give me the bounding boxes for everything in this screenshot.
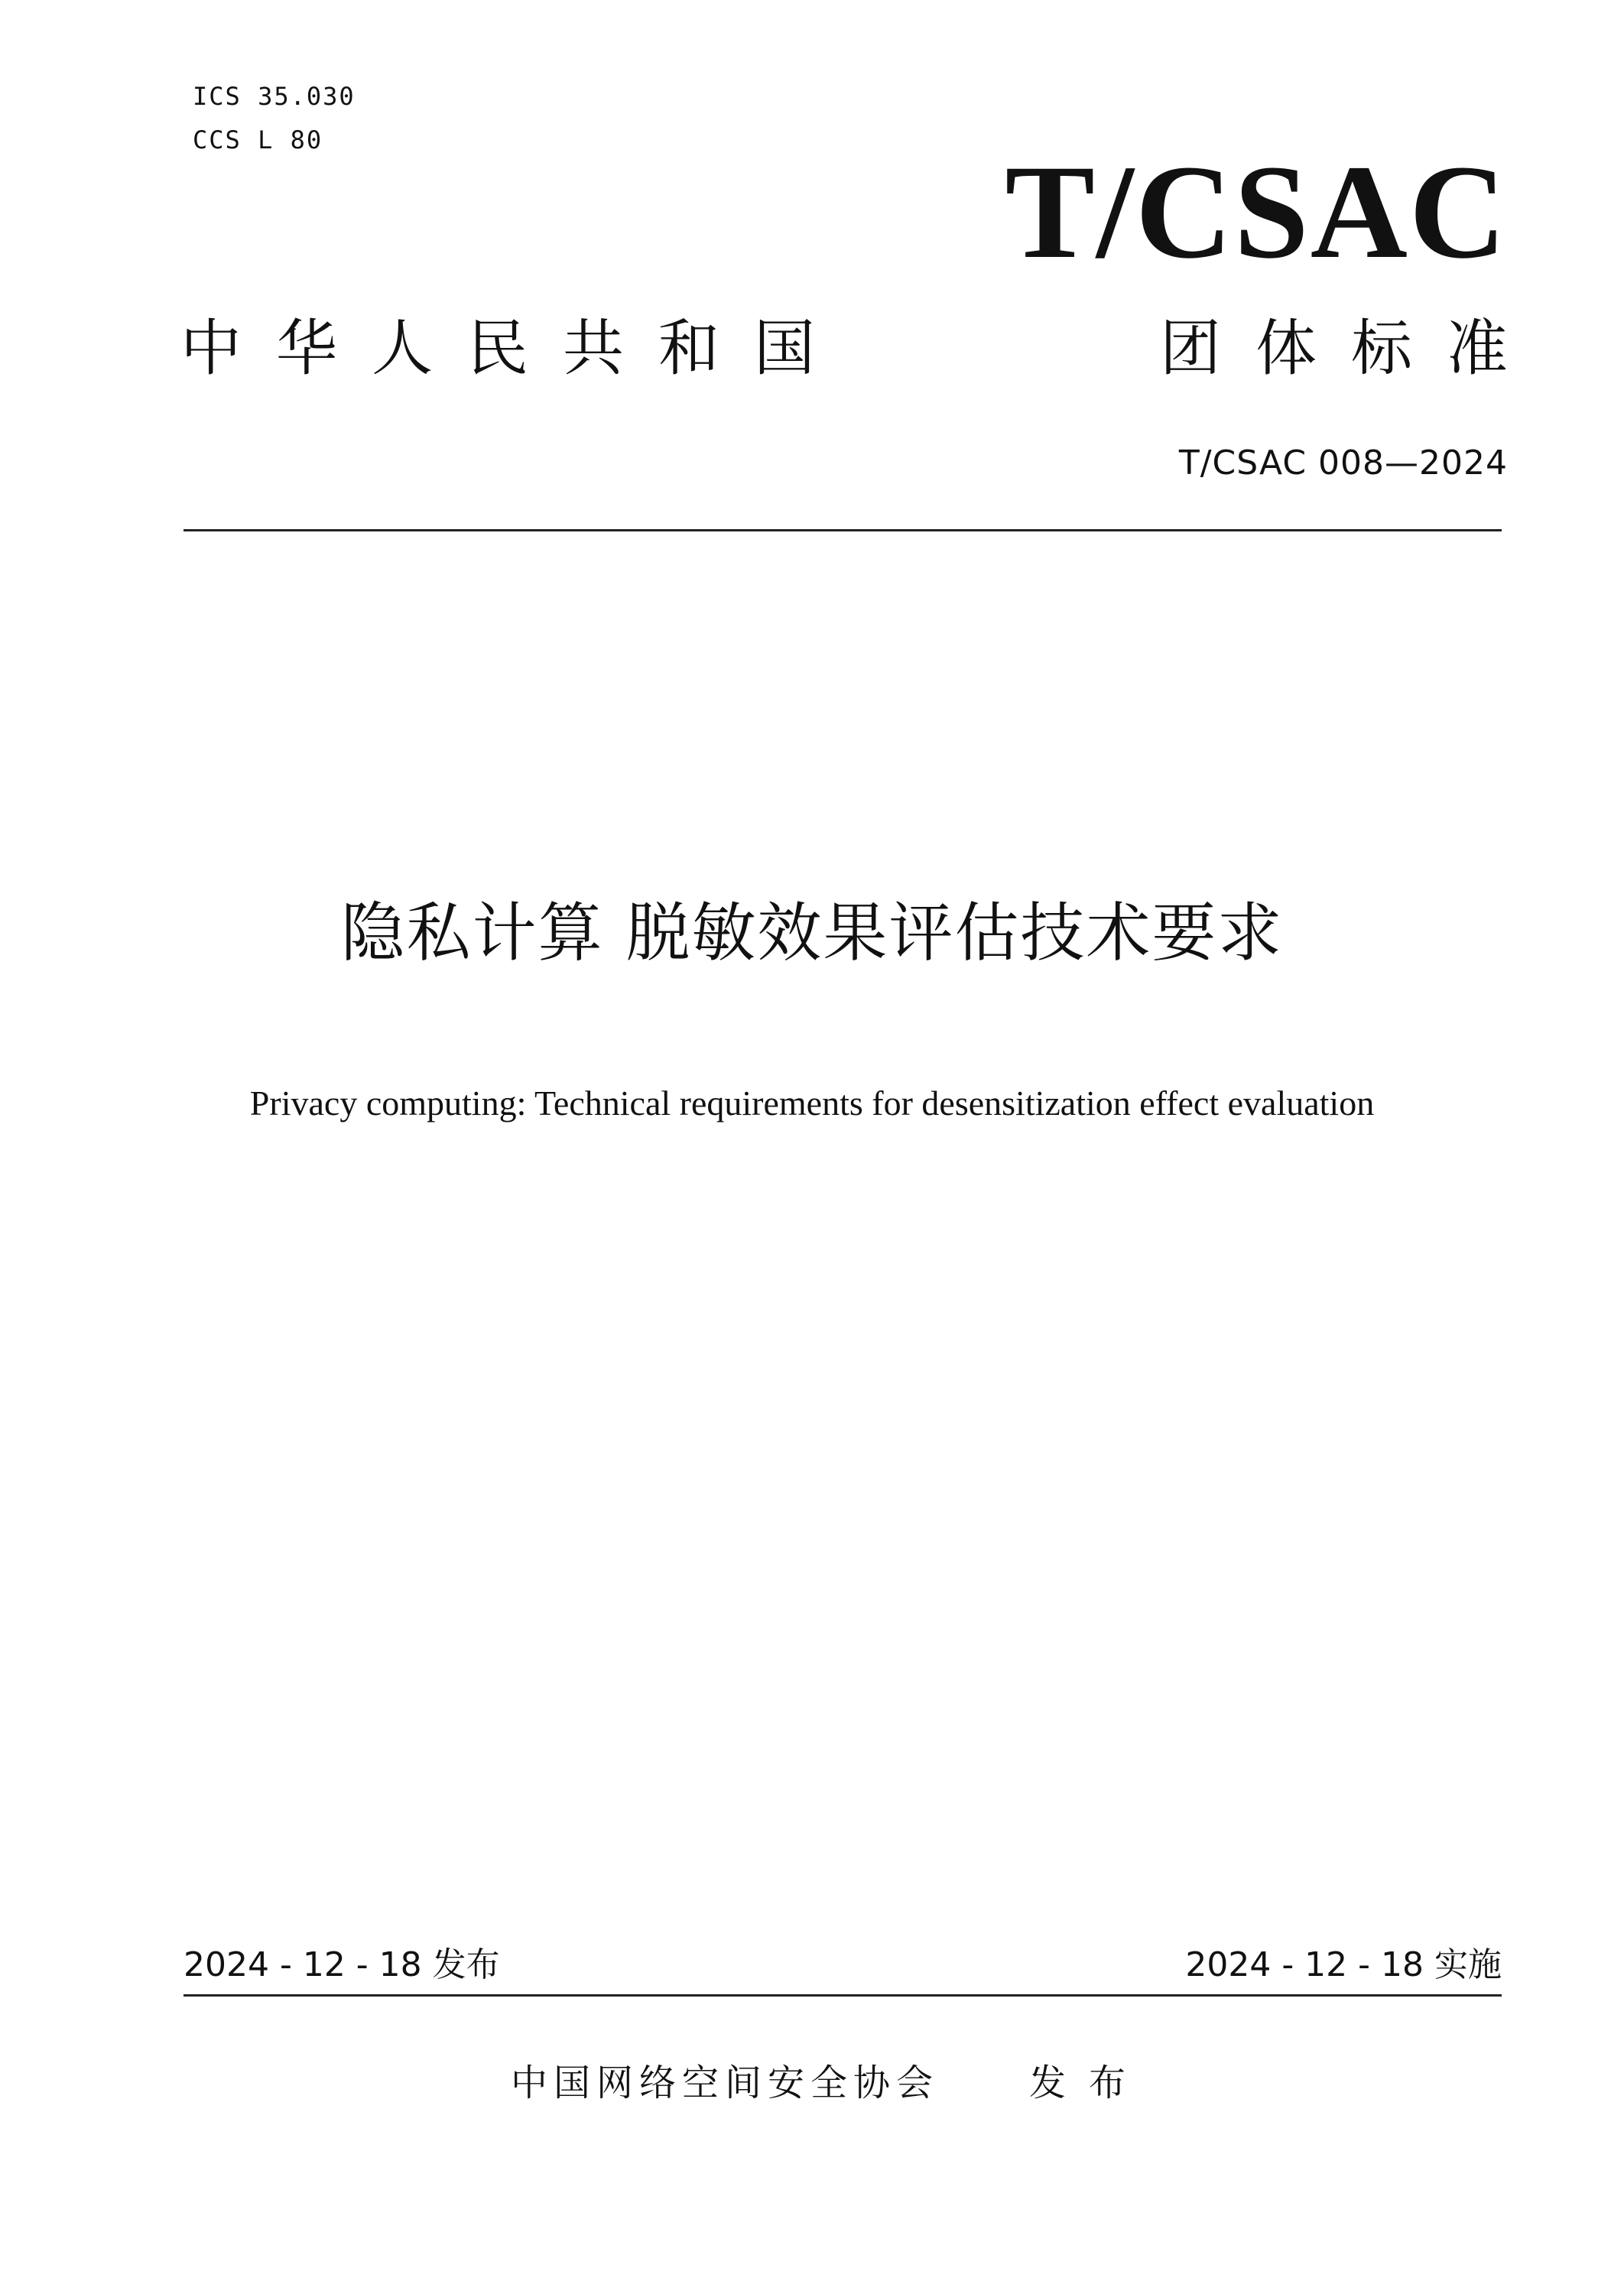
ics-code: ICS 35.030 [193,82,356,111]
country-name: 中华人民共和国 [180,313,849,384]
publish-label: 发布 [1029,2062,1149,2104]
implement-date: 2024 - 12 - 18 实施 [1185,1945,1502,1984]
document-title-english: Privacy computing: Technical requirements for desensitization effect evaluation [249,1084,1375,1123]
top-divider [184,529,1502,531]
standard-brand-logo: T/CSAC [1005,138,1508,287]
ccs-code: CCS L 80 [193,125,323,154]
bottom-divider [184,1994,1502,1997]
document-title-chinese: 隐私计算 脱敏效果评估技术要求 [340,895,1284,970]
publish-date: 2024 - 12 - 18 发布 [184,1945,500,1984]
standard-type: 团体标准 [1160,313,1542,384]
standard-number: T/CSAC 008—2024 [1178,444,1508,483]
publisher-name: 中国网络空间安全协会 [511,2062,940,2104]
